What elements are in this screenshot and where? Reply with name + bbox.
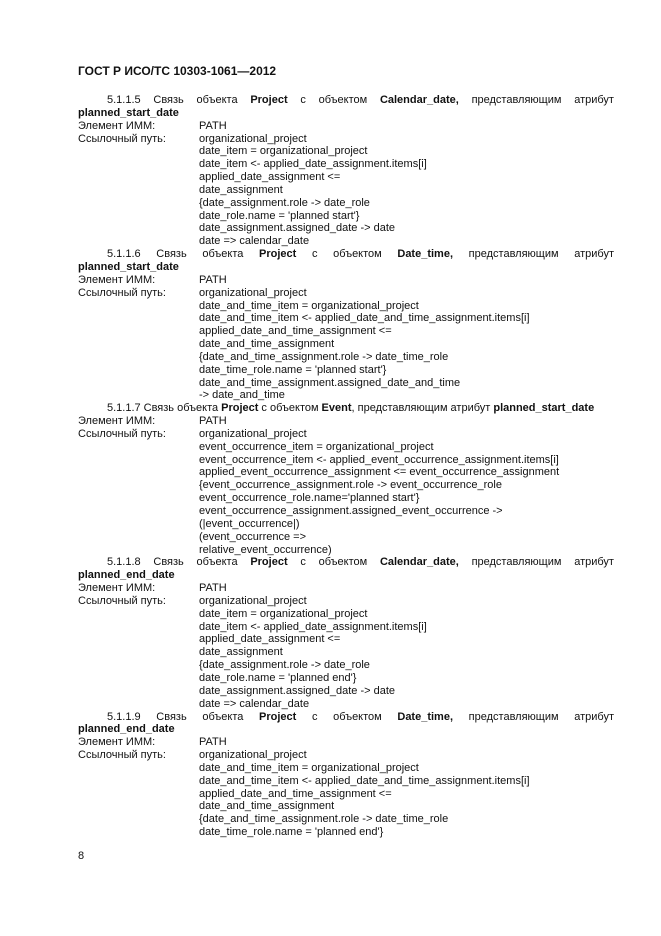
- element-label: Элемент ИММ:: [78, 415, 156, 428]
- clause-word: с: [311, 710, 318, 723]
- clause-word: Связь: [156, 710, 187, 723]
- clause-word: с объектом: [261, 402, 319, 415]
- clause-number: 5.1.1.8: [107, 556, 141, 569]
- path-line: date_role.name = 'planned start'}: [199, 209, 360, 222]
- path-line: applied_date_and_time_assignment <=: [199, 325, 392, 338]
- element-label: Элемент ИММ:: [78, 582, 156, 595]
- path-line: date_role.name = 'planned end'}: [199, 671, 357, 684]
- path-line: date_and_time_item = organizational_project: [199, 761, 419, 774]
- path-line: date_assignment: [199, 646, 283, 659]
- path-line: (|event_occurrence|): [199, 517, 300, 530]
- clause-heading: [78, 711, 614, 724]
- path-line: {date_assignment.role -> date_role: [199, 196, 370, 209]
- path-line: {date_assignment.role -> date_role: [199, 659, 370, 672]
- clause-word: Связь: [153, 94, 184, 106]
- clause-word: объекта: [196, 556, 238, 569]
- clause-number: 5.1.1.5: [107, 94, 141, 106]
- ref-path-label: Ссылочный путь:: [78, 749, 166, 762]
- page-number: 8: [78, 850, 85, 862]
- clause-word: Связь объекта: [143, 402, 219, 415]
- document-header: ГОСТ Р ИСО/ТС 10303-1061—2012: [78, 64, 277, 78]
- clause-word: атрибут: [574, 94, 614, 106]
- clause-word: атрибут: [574, 710, 614, 723]
- path-line: date_time_role.name = 'planned start'}: [199, 363, 387, 376]
- element-value: PATH: [199, 582, 227, 595]
- section-5-1-1-7: [78, 402, 614, 556]
- entity-name: Calendar_date,: [379, 94, 459, 106]
- element-value: PATH: [199, 736, 227, 749]
- path-line: applied_date_and_time_assignment <=: [199, 787, 392, 800]
- path-line: date_and_time_item <- applied_date_and_time_assignment.items[i]: [199, 312, 530, 325]
- entity-name: Calendar_date,: [379, 556, 459, 569]
- attribute-name: planned_end_date: [78, 723, 175, 736]
- path-line: date_item <- applied_date_assignment.items[i]: [199, 158, 427, 171]
- clause-word: объекта: [196, 94, 238, 106]
- entity-name: Project: [259, 710, 297, 723]
- path-line: date_and_time_item = organizational_project: [199, 299, 419, 312]
- clause-number: 5.1.1.7: [107, 402, 141, 415]
- path-line: date_and_time_assignment: [199, 338, 335, 351]
- clause-word: представляющим: [468, 248, 559, 261]
- clause-number: 5.1.1.9: [107, 710, 141, 723]
- ref-path-label: Ссылочный путь:: [78, 132, 166, 145]
- clause-word: Связь: [153, 556, 184, 569]
- path-line: date_assignment: [199, 183, 283, 196]
- entity-name: Project: [221, 402, 259, 415]
- path-line: applied_date_assignment <=: [199, 633, 341, 646]
- path-line: event_occurrence_assignment.assigned_event_occurrence ->: [199, 505, 503, 517]
- clause-heading: [78, 248, 614, 261]
- path-line: event_occurrence_item = organizational_project: [199, 440, 434, 453]
- element-label: Элемент ИММ:: [78, 736, 156, 749]
- path-line: date_item = organizational_project: [199, 145, 368, 158]
- path-line: date_time_role.name = 'planned end'}: [199, 826, 384, 839]
- clause-word: представляющим: [471, 94, 562, 106]
- path-line: date => calendar_date: [199, 235, 310, 248]
- path-line: {date_and_time_assignment.role -> date_time_role: [199, 350, 449, 363]
- clause-word: с: [311, 248, 318, 261]
- path-line: {event_occurrence_assignment.role -> event_occurrence_role: [199, 479, 502, 492]
- path-line: date_and_time_assignment: [199, 800, 335, 813]
- clause-word: объектом: [318, 556, 368, 569]
- section-5-1-1-5: [78, 94, 614, 248]
- clause-word: объекта: [202, 710, 244, 723]
- path-line: -> date_and_time: [199, 389, 285, 402]
- clause-word: Связь: [156, 248, 187, 261]
- path-line: event_occurrence_item <- applied_event_occurrence_assignment.items[i]: [199, 453, 559, 466]
- clause-word: атрибут: [574, 248, 614, 261]
- path-line: organizational_project: [199, 132, 307, 145]
- entity-name: Project: [259, 248, 297, 261]
- path-line: date_item <- applied_date_assignment.items[i]: [199, 620, 427, 633]
- clause-word: с: [300, 556, 306, 569]
- path-line: date_and_time_item <- applied_date_and_time_assignment.items[i]: [199, 774, 530, 787]
- clause-word: , представляющим атрибут: [351, 402, 491, 415]
- clause-heading: [78, 556, 614, 569]
- path-line: applied_event_occurrence_assignment <= event_occurrence_assignment: [199, 466, 560, 479]
- section-5-1-1-9: [78, 711, 614, 839]
- path-line: (event_occurrence =>: [199, 530, 307, 543]
- clause-heading: [78, 94, 614, 107]
- entity-name: Date_time,: [397, 248, 454, 261]
- document-body: [78, 94, 614, 839]
- path-line: {date_and_time_assignment.role -> date_time_role: [199, 813, 449, 826]
- clause-word: объектом: [333, 710, 382, 723]
- clause-word: представляющим: [471, 556, 562, 569]
- ref-path-label: Ссылочный путь:: [78, 594, 166, 607]
- element-value: PATH: [199, 273, 227, 286]
- path-line: organizational_project: [199, 427, 307, 440]
- entity-name: Project: [250, 94, 288, 106]
- element-value: PATH: [199, 119, 227, 132]
- entity-name: Event: [321, 402, 352, 415]
- clause-word: объектом: [333, 248, 382, 261]
- path-line: applied_date_assignment <=: [199, 171, 341, 184]
- clause-word: объектом: [318, 94, 368, 106]
- clause-word: объекта: [202, 248, 244, 261]
- path-line: organizational_project: [199, 286, 307, 299]
- element-label: Элемент ИММ:: [78, 273, 156, 286]
- clause-word: с: [300, 94, 306, 106]
- attribute-name: planned_start_date: [78, 260, 179, 273]
- clause-number: 5.1.1.6: [107, 248, 141, 261]
- ref-path-label: Ссылочный путь:: [78, 427, 166, 440]
- path-line: relative_event_occurrence): [199, 543, 332, 556]
- clause-word: представляющим: [468, 710, 559, 723]
- path-line: date_and_time_assignment.assigned_date_and_time: [199, 376, 461, 389]
- clause-word: атрибут: [574, 556, 614, 569]
- attribute-name: planned_start_date: [493, 402, 595, 415]
- entity-name: Date_time,: [397, 710, 454, 723]
- section-5-1-1-8: [78, 556, 614, 710]
- path-line: organizational_project: [199, 594, 307, 607]
- element-label: Элемент ИММ:: [78, 119, 156, 132]
- entity-name: Project: [250, 556, 288, 569]
- path-line: event_occurrence_role.name='planned start'}: [199, 492, 420, 505]
- path-line: date_assignment.assigned_date -> date: [199, 222, 396, 235]
- attribute-name: planned_start_date: [78, 106, 179, 119]
- section-5-1-1-6: [78, 248, 614, 402]
- attribute-name: planned_end_date: [78, 569, 175, 582]
- ref-path-label: Ссылочный путь:: [78, 286, 166, 299]
- path-line: date_item = organizational_project: [199, 607, 368, 620]
- element-value: PATH: [199, 415, 227, 428]
- path-line: date => calendar_date: [199, 697, 310, 710]
- path-line: date_assignment.assigned_date -> date: [199, 684, 396, 697]
- path-line: organizational_project: [199, 749, 307, 762]
- clause-heading: [78, 402, 614, 415]
